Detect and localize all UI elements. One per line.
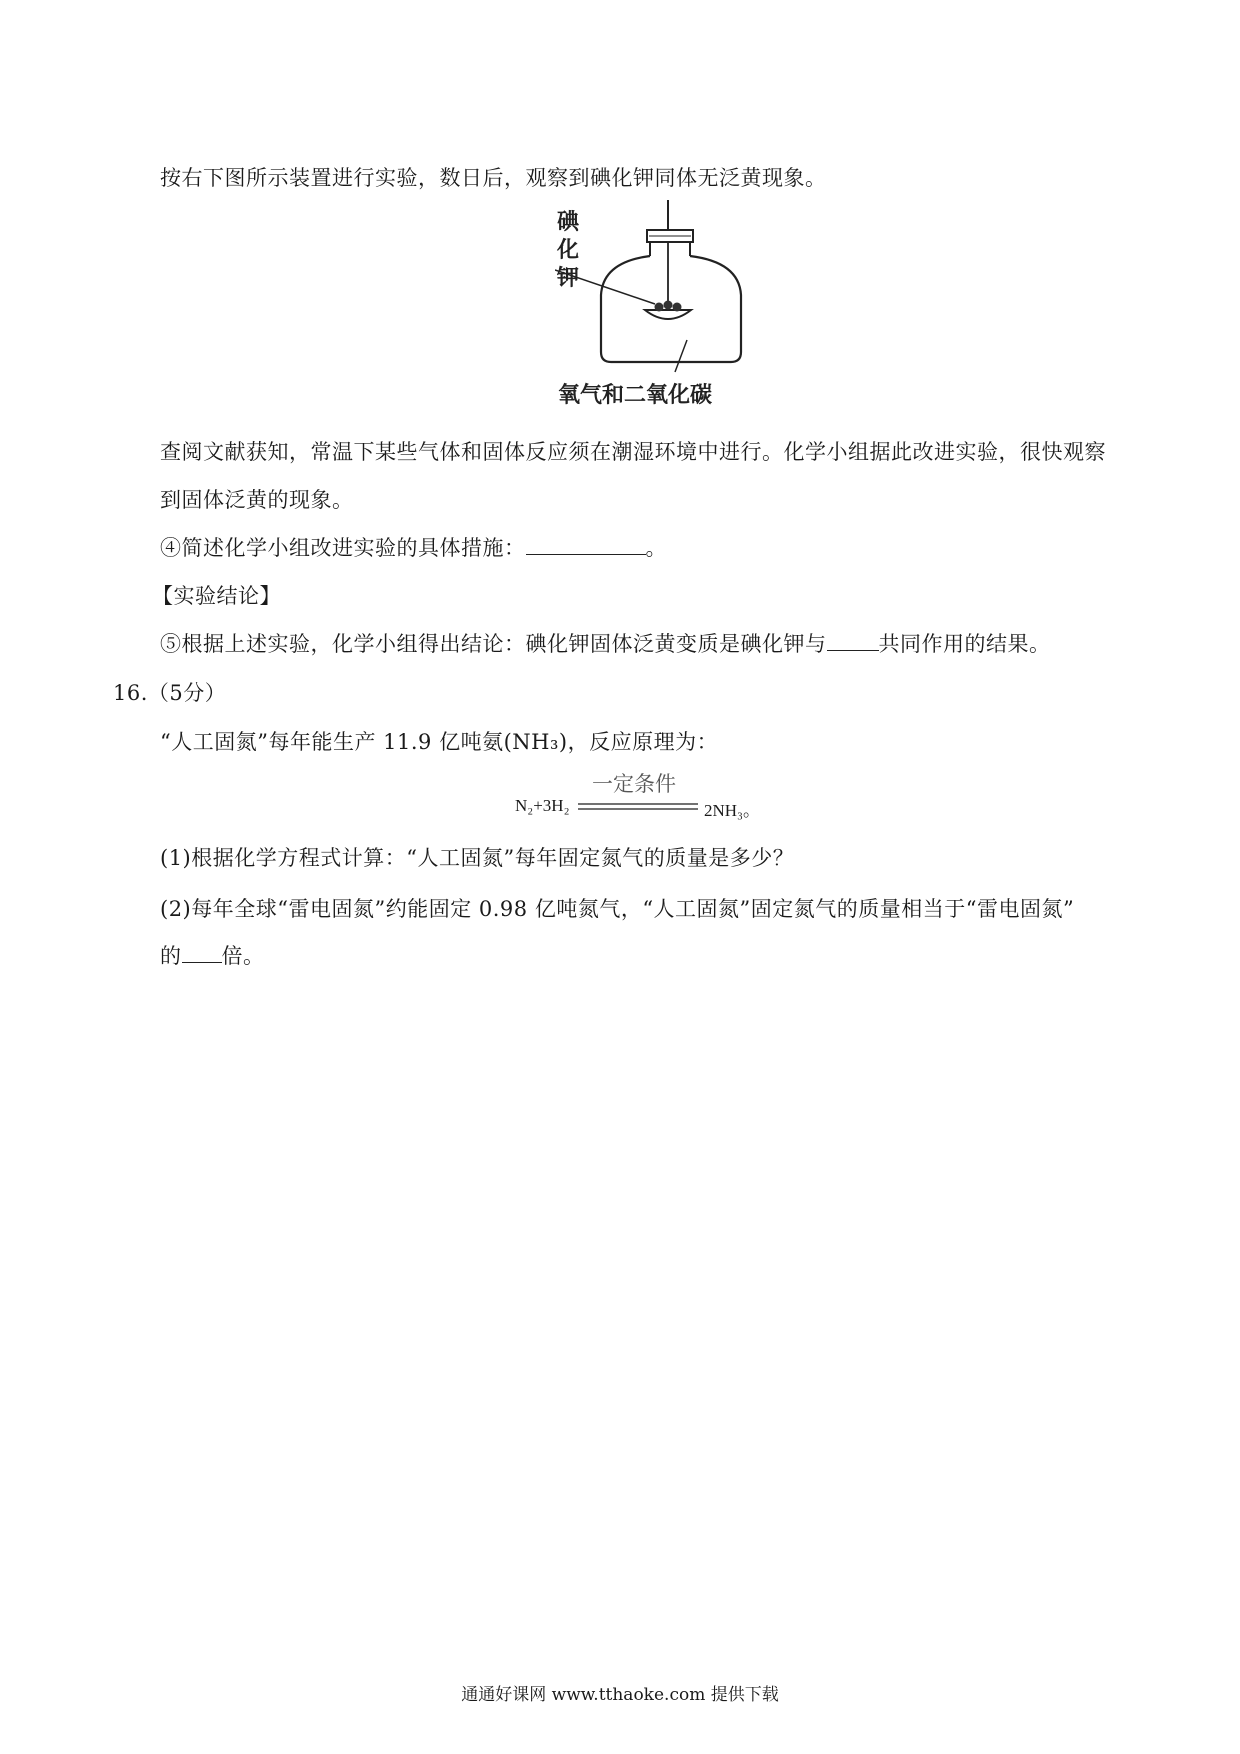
q16-part2-line2	[160, 940, 265, 970]
q16-part1: (1)根据化学方程式计算：“人工固氮”每年固定氮气的质量是多少？	[160, 846, 795, 870]
q15-item4	[160, 532, 667, 562]
label-gas: 氧气和二氧化碳	[558, 383, 713, 408]
q16-part2-line1: (2)每年全球“雷电固氮”约能固定 0.98 亿吨氮气，“人工固氮”固定氮气的质量相当于“雷电固氮”	[160, 897, 1075, 921]
page-footer: 通通好课网 www.tthaoke.com 提供下载	[461, 1685, 779, 1705]
bottle-diagram	[555, 200, 745, 375]
answer-blank[interactable]	[182, 944, 222, 963]
answer-blank[interactable]	[526, 536, 646, 555]
q15-literature-line2: 到固体泛黄的现象。	[160, 488, 354, 512]
q16-header: 16.（5分）	[113, 681, 227, 705]
equation-condition: 一定条件	[592, 772, 676, 796]
part2-text: 的	[160, 944, 182, 968]
q15-literature-line1: 查阅文献获知，常温下某些气体和固体反应须在潮湿环境中进行。化学小组据此改进实验，很快观察	[160, 440, 1106, 464]
part2-end: 倍。	[221, 944, 265, 968]
item4-text: ④简述化学小组改进实验的具体措施：	[160, 536, 526, 560]
q15-intro: 按右下图所示装置进行实验，数日后，观察到碘化钾同体无泛黄现象。	[160, 166, 827, 190]
answer-blank[interactable]	[827, 632, 879, 651]
item5-text: ⑤根据上述实验，化学小组得出结论：碘化钾固体泛黄变质是碘化钾与	[160, 632, 827, 656]
item5-end: 共同作用的结果。	[878, 632, 1051, 656]
q16-intro: “人工固氮”每年能生产 11.9 亿吨氨(NH₃)，反应原理为：	[160, 730, 719, 754]
label-ki-1: 碘	[557, 210, 580, 235]
label-ki-2: 化	[557, 238, 580, 263]
item4-end: 。	[645, 536, 667, 560]
section-title-conclusion: 【实验结论】	[152, 584, 281, 608]
label-ki-3: 钾	[557, 266, 580, 291]
q15-item5	[160, 628, 1051, 658]
equation-left: N₂+3H₂	[515, 796, 570, 815]
equation-double-line	[578, 803, 698, 811]
equation-right: 2NH₃。	[704, 801, 760, 820]
